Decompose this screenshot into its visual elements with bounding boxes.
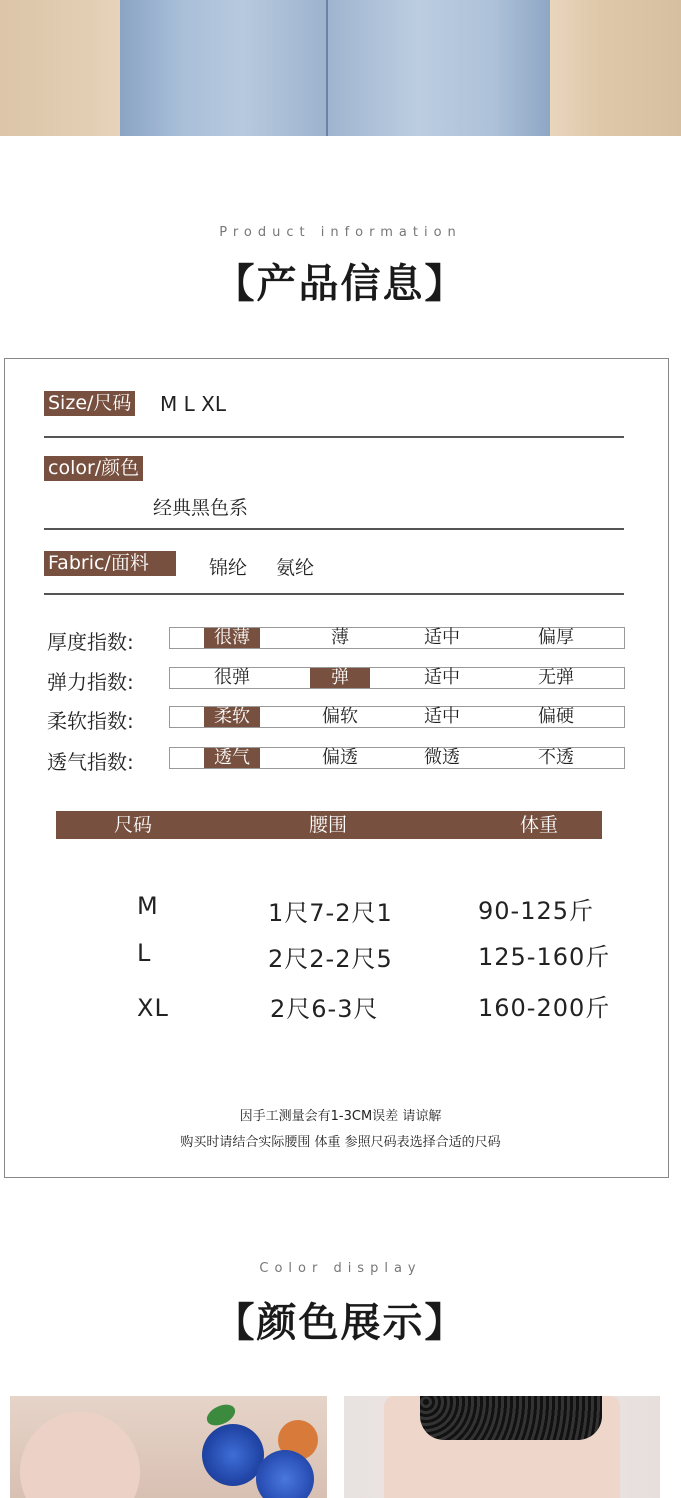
index-scale [169, 706, 625, 728]
divider-1 [44, 436, 624, 438]
index-option-selected: 很薄 [204, 628, 260, 648]
index-option: 无弹 [538, 667, 574, 688]
index-label: 柔软指数: [47, 709, 134, 733]
index-label: 厚度指数: [47, 630, 134, 654]
index-option-selected: 弹 [310, 668, 370, 688]
color-photo-left [10, 1396, 327, 1498]
index-option: 不透 [538, 747, 574, 768]
color-value: 经典黑色系 [153, 497, 249, 519]
size-table-header [56, 811, 602, 839]
index-option: 很弹 [214, 667, 250, 688]
size-row-3-weight: 160-200斤 [478, 994, 611, 1022]
size-row-2-waist: 2尺2-2尺5 [268, 945, 393, 973]
size-row-2-size: L [137, 939, 152, 967]
index-option: 适中 [424, 667, 460, 688]
size-header-size: 尺码 [114, 814, 153, 836]
index-label: 弹力指数: [47, 670, 134, 694]
index-scale [169, 627, 625, 649]
black-lace-top-shape [420, 1396, 602, 1440]
index-option-selected: 透气 [204, 748, 260, 768]
size-header-weight: 体重 [520, 814, 559, 836]
size-row-3-waist: 2尺6-3尺 [270, 995, 379, 1023]
index-label: 透气指数: [47, 750, 134, 774]
index-scale [169, 747, 625, 769]
divider-2 [44, 528, 624, 530]
color-display-subtitle: Color display [259, 1261, 422, 1276]
blue-rose-shape [202, 1424, 264, 1486]
index-option: 适中 [424, 706, 460, 727]
size-values: M L XL [160, 392, 226, 416]
note-line-2: 购买时请结合实际腰围 体重 参照尺码表选择合适的尺码 [180, 1135, 501, 1150]
note-line-1: 因手工测量会有1-3CM误差 请谅解 [239, 1109, 442, 1124]
fabric-value-1: 锦纶 [209, 557, 248, 579]
color-photo-right [344, 1396, 660, 1498]
index-option: 偏厚 [538, 627, 574, 648]
index-option-selected: 柔软 [204, 707, 260, 727]
color-display-title: 【颜色展示】 [214, 1300, 467, 1346]
product-info-title: 【产品信息】 [214, 261, 467, 307]
index-option: 偏软 [322, 706, 358, 727]
index-scale [169, 667, 625, 689]
top-product-photo [0, 0, 681, 136]
index-option: 偏透 [322, 747, 358, 768]
jeans-right-leg [328, 0, 550, 136]
size-header-waist: 腰围 [309, 814, 348, 836]
size-row-1-weight: 90-125斤 [478, 897, 595, 925]
index-option: 偏硬 [538, 706, 574, 727]
fabric-label: Fabric/面料 [44, 551, 176, 576]
jeans-left-leg [120, 0, 326, 136]
fabric-value-2: 氨纶 [276, 557, 315, 579]
size-row-1-waist: 1尺7-2尺1 [268, 899, 393, 927]
divider-3 [44, 593, 624, 595]
size-row-3-size: XL [137, 994, 169, 1022]
index-option: 微透 [424, 747, 460, 768]
size-row-2-weight: 125-160斤 [478, 943, 611, 971]
index-option: 适中 [424, 627, 460, 648]
index-option: 薄 [331, 627, 349, 648]
color-label: color/颜色 [44, 456, 143, 481]
size-row-1-size: M [137, 892, 159, 920]
size-label: Size/尺码 [44, 391, 135, 416]
product-info-subtitle: Product information [219, 225, 462, 240]
model-skin-shape [20, 1412, 140, 1498]
